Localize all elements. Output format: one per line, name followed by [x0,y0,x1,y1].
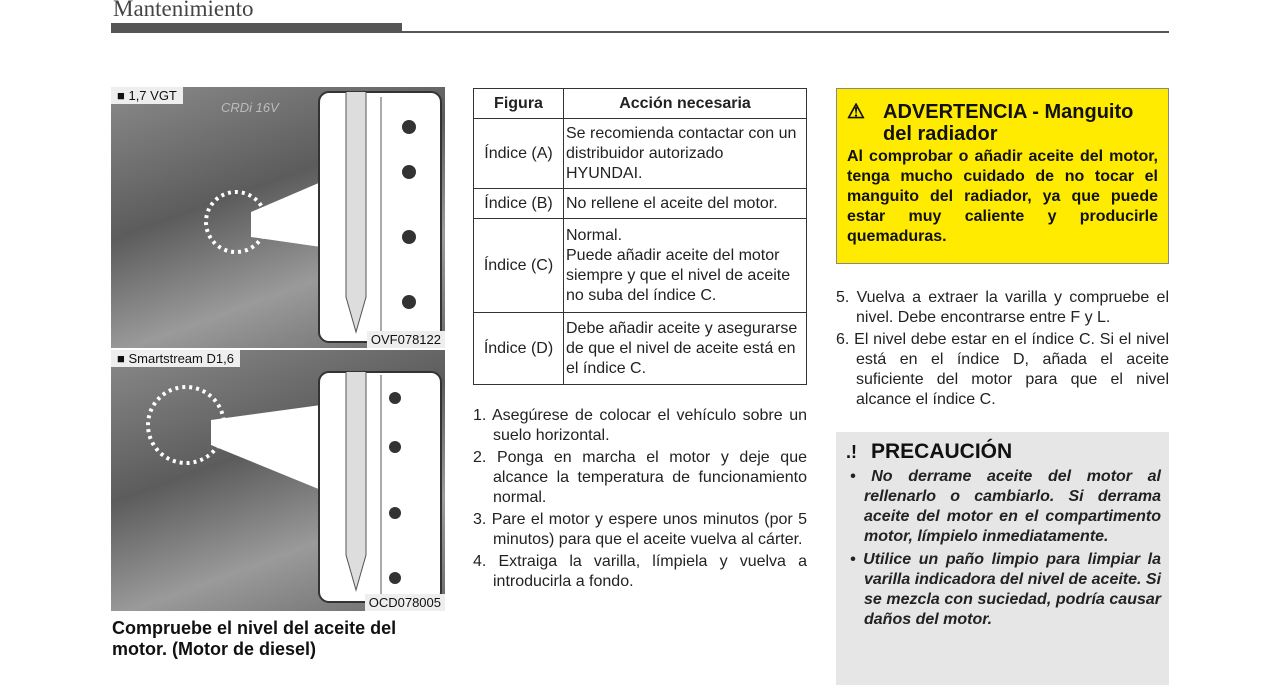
step-item: 2. Ponga en marcha el motor y deje que alcance la temperatura de funcionamiento normal. [473,449,807,506]
dipstick-illustration [111,87,445,348]
table-header-row [474,89,807,119]
step-item: 1. Asegúrese de colocar el vehículo sobre un suelo horizontal. [473,407,807,444]
table-row [474,119,807,189]
figure-tag: ■ Smartstream D1,6 [111,350,240,367]
table-row [474,189,807,219]
cell-action: Debe añadir aceite y asegurarse de que el nivel de aceite está en el índice C. [564,313,807,385]
engine-photo-1 [111,87,445,348]
steps-list-left [473,406,807,594]
warning-triangle-icon: ⚠ [847,101,865,123]
header-divider [111,31,1169,33]
cell-figure: Índice (B) [474,189,564,219]
step-item: 6. El nivel debe estar en el índice C. Si el nivel está en el índice D, añada el aceite suficiente del motor para que el nivel alcance el índice C. [836,331,1169,408]
table-row [474,313,807,385]
page-header-title: Mantenimiento [113,0,254,21]
table-row [474,219,807,313]
cell-action: No rellene el aceite del motor. [564,189,807,219]
step-item: 4. Extraiga la varilla, límpiela y vuelva a introducirla a fondo. [473,553,807,590]
caution-exclamation-icon: .! [846,442,857,462]
cell-figure: Índice (A) [474,119,564,189]
caution-item: • No derrame aceite del motor al rellenarlo o cambiarlo. Si derrama aceite del motor en el compartimento motor, límpielo inmediatamente. [850,468,1162,545]
cell-action: Normal. Puede añadir aceite del motor siempre y que el nivel de aceite no suba del índice C. [564,219,807,313]
warning-subtitle: - Manguito del radiador [883,101,1134,145]
figure-caption: Compruebe el nivel del aceite del motor. (Motor de diesel) [112,618,397,659]
cell-figure: Índice (D) [474,313,564,385]
caution-item: • Utilice un paño limpio para limpiar la varilla indicadora del nivel de aceite. Si se mezcla con suciedad, podría causar daños del motor. [850,551,1162,628]
dipstick-illustration [111,350,445,611]
step-item: 5. Vuelva a extraer la varilla y compruebe el nivel. Debe encontrarse entre F y L. [836,289,1169,326]
caution-item-text: No derrame aceite del motor al rellenarlo o cambiarlo. Si derrama aceite del motor en el compartimento motor, límpielo inmediatamente. [864,468,1162,545]
step-item: 3. Pare el motor y espere unos minutos (por 5 minutos) para que el aceite vuelva al cárter. [473,511,807,548]
cell-action: Se recomienda contactar con un distribuidor autorizado HYUNDAI. [564,119,807,189]
warning-box [836,88,1169,264]
figure-tag: ■ 1,7 VGT [111,87,183,104]
oil-level-table [473,88,807,385]
figure-code: OVF078122 [367,331,445,348]
warning-body: Al comprobar o añadir aceite del motor, tenga mucho cuidado de no tocar el manguito del radiador, ya que puede estar muy caliente y producirle quemaduras. [847,148,1158,245]
steps-list-right [836,288,1169,412]
caution-title: PRECAUCIÓN [871,440,1013,463]
cell-figure: Índice (C) [474,219,564,313]
figure-code: OCD078005 [365,594,445,611]
engine-cover-text: CRDi 16V [221,100,279,115]
caution-item-text: Utilice un paño limpio para limpiar la varilla indicadora del nivel de aceite. Si se mezcla con suciedad, podría causar daños del motor. [863,551,1162,628]
warning-title: ADVERTENCIA [883,101,1027,123]
caution-box [836,432,1169,685]
engine-photo-2 [111,350,445,611]
col-header: Acción necesaria [564,89,807,119]
col-header: Figura [474,89,564,119]
